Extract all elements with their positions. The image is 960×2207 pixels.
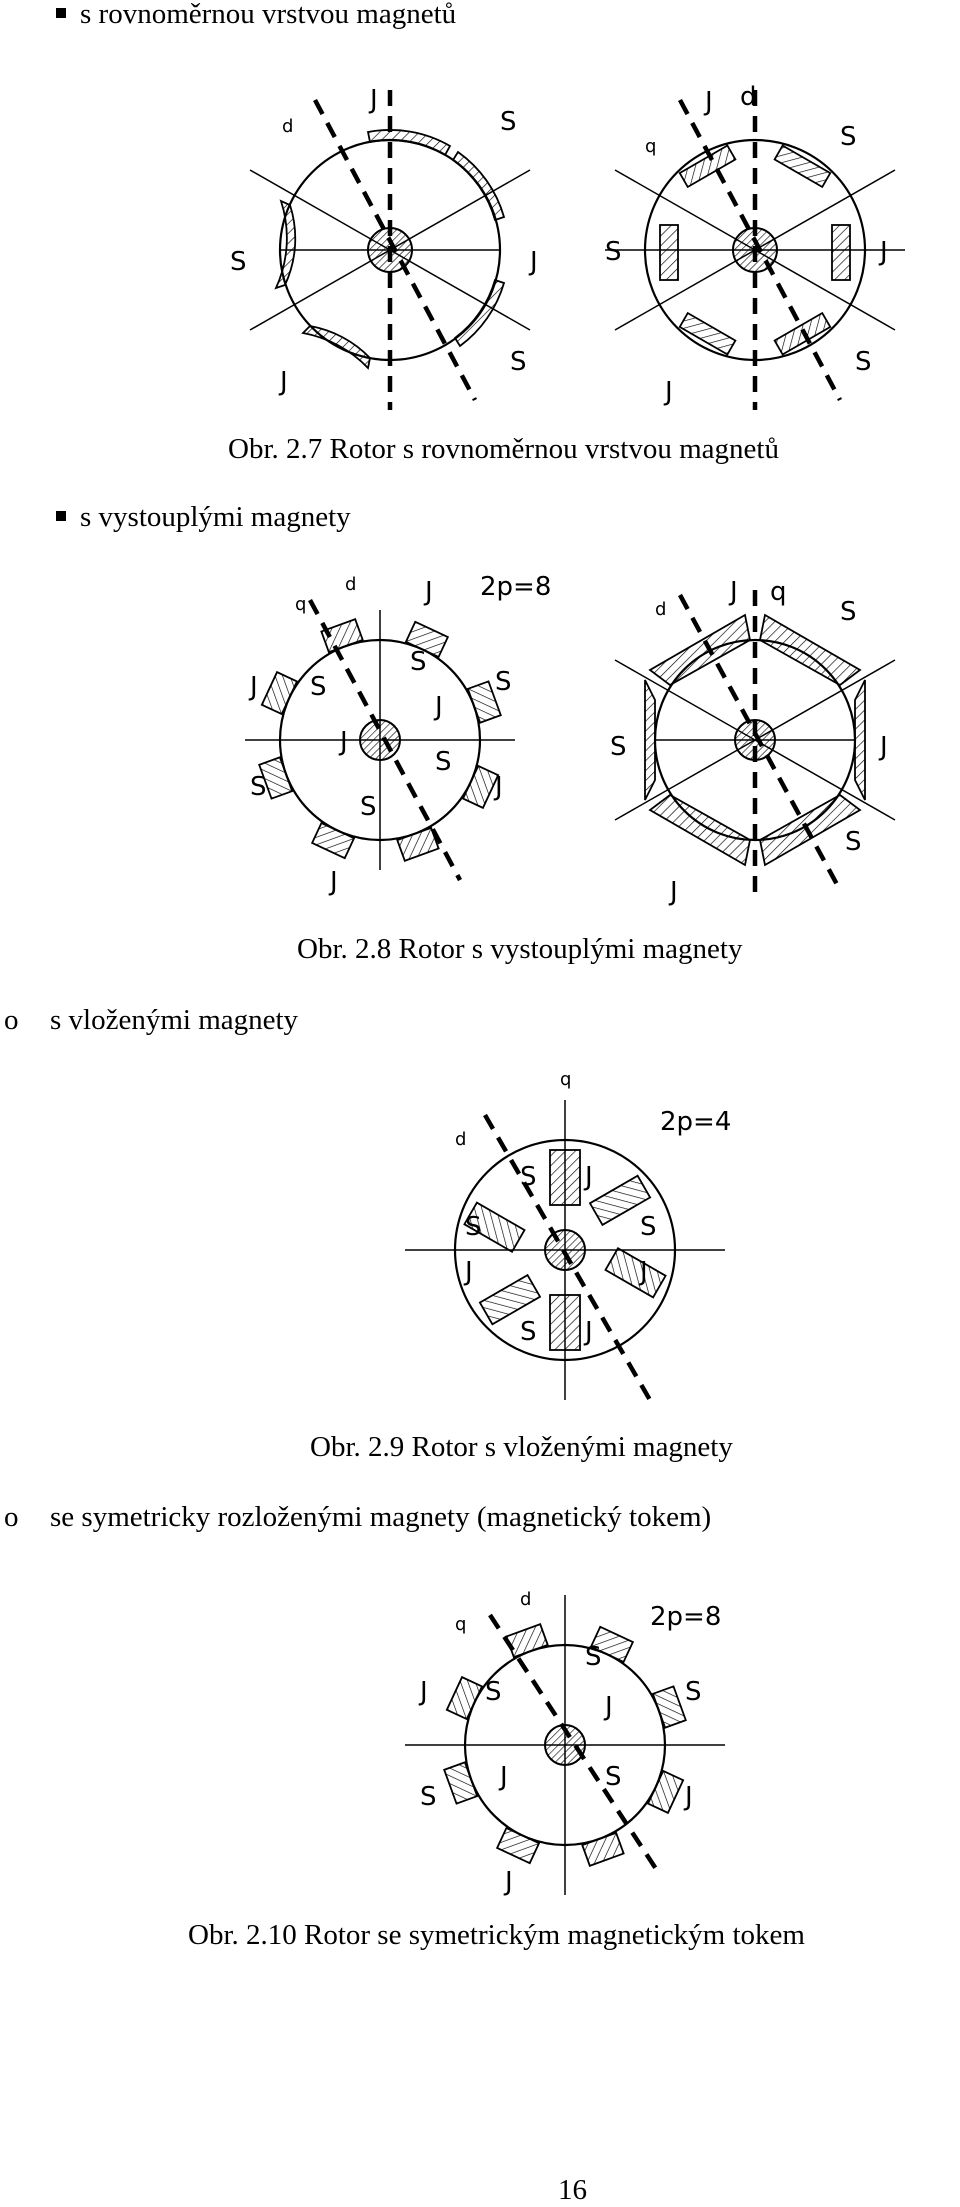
svg-text:S: S <box>360 792 377 822</box>
svg-text:S: S <box>520 1162 537 1192</box>
svg-text:J: J <box>665 377 673 407</box>
svg-text:J: J <box>605 1692 613 1722</box>
svg-text:S: S <box>610 732 627 762</box>
caption-fig-2-8: Obr. 2.8 Rotor s vystouplými magnety <box>297 933 743 965</box>
svg-text:2p=8: 2p=8 <box>480 572 552 602</box>
svg-text:S: S <box>230 247 247 277</box>
svg-text:S: S <box>685 1677 702 1707</box>
list-item-protruding-magnets: s vystouplými magnety <box>80 501 351 533</box>
svg-text:J: J <box>685 1782 693 1812</box>
svg-text:J: J <box>435 692 443 722</box>
svg-text:S: S <box>495 667 512 697</box>
caption-fig-2-10: Obr. 2.10 Rotor se symetrickým magnetickým tokem <box>188 1919 805 1951</box>
svg-text:S: S <box>250 772 267 802</box>
svg-text:S: S <box>840 597 857 627</box>
svg-text:S: S <box>640 1212 657 1242</box>
svg-text:2p=8: 2p=8 <box>650 1602 722 1632</box>
svg-text:S: S <box>485 1677 502 1707</box>
svg-text:S: S <box>520 1317 537 1347</box>
svg-text:J: J <box>880 732 888 762</box>
svg-text:J: J <box>670 877 678 907</box>
svg-text:J: J <box>425 577 433 607</box>
svg-text:J: J <box>880 237 888 267</box>
bullet-o-marker: o <box>4 1501 19 1533</box>
svg-text:d: d <box>740 82 757 112</box>
svg-text:J: J <box>340 727 348 757</box>
svg-text:d: d <box>655 599 667 620</box>
svg-text:S: S <box>845 827 862 857</box>
svg-text:J: J <box>530 247 538 277</box>
svg-text:J: J <box>585 1162 593 1192</box>
svg-text:d: d <box>455 1129 467 1150</box>
svg-text:q: q <box>295 594 307 615</box>
svg-text:J: J <box>730 577 738 607</box>
svg-text:d: d <box>345 574 357 595</box>
svg-text:S: S <box>855 347 872 377</box>
svg-text:J: J <box>370 85 378 115</box>
svg-text:J: J <box>420 1677 428 1707</box>
list-item-symmetric-magnets: se symetricky rozloženými magnety (magnetický tokem) <box>50 1501 712 1533</box>
svg-text:q: q <box>560 1069 572 1090</box>
svg-text:S: S <box>605 1762 622 1792</box>
svg-text:J: J <box>640 1257 648 1287</box>
svg-text:q: q <box>645 136 657 157</box>
figure-2-9-rotor-diagram <box>400 1069 760 1415</box>
figure-2-10-rotor-diagram <box>395 1580 775 1900</box>
figure-2-7-rotor-diagrams <box>220 82 920 415</box>
svg-text:J: J <box>250 672 258 702</box>
caption-fig-2-9: Obr. 2.9 Rotor s vloženými magnety <box>310 1431 733 1463</box>
svg-text:S: S <box>410 647 427 677</box>
list-item-embedded-magnets: s vloženými magnety <box>50 1004 299 1036</box>
bullet-square-icon <box>56 511 66 521</box>
svg-text:q: q <box>455 1614 467 1635</box>
figure-2-8-rotor-diagrams <box>220 572 920 910</box>
svg-text:J: J <box>280 367 288 397</box>
bullet-square-icon <box>56 8 66 18</box>
svg-text:J: J <box>495 772 503 802</box>
list-item-surface-magnets: s rovnoměrnou vrstvou magnetů <box>80 0 457 30</box>
svg-text:S: S <box>510 347 527 377</box>
svg-text:S: S <box>585 1642 602 1672</box>
svg-text:q: q <box>770 577 787 607</box>
svg-text:J: J <box>505 1867 513 1897</box>
page-number: 16 <box>558 2174 587 2206</box>
svg-text:J: J <box>465 1257 473 1287</box>
svg-text:S: S <box>605 237 622 267</box>
svg-text:S: S <box>310 672 327 702</box>
caption-fig-2-7: Obr. 2.7 Rotor s rovnoměrnou vrstvou magnetů <box>228 433 779 465</box>
svg-text:d: d <box>282 116 294 137</box>
svg-text:J: J <box>705 87 713 117</box>
svg-text:J: J <box>585 1317 593 1347</box>
svg-text:S: S <box>435 747 452 777</box>
svg-text:S: S <box>465 1212 482 1242</box>
svg-text:J: J <box>330 867 338 897</box>
svg-text:S: S <box>500 107 517 137</box>
svg-text:J: J <box>500 1762 508 1792</box>
svg-text:S: S <box>420 1782 437 1812</box>
svg-text:d: d <box>520 1589 532 1610</box>
svg-text:S: S <box>840 122 857 152</box>
svg-text:2p=4: 2p=4 <box>660 1107 732 1137</box>
bullet-o-marker: o <box>4 1004 19 1036</box>
